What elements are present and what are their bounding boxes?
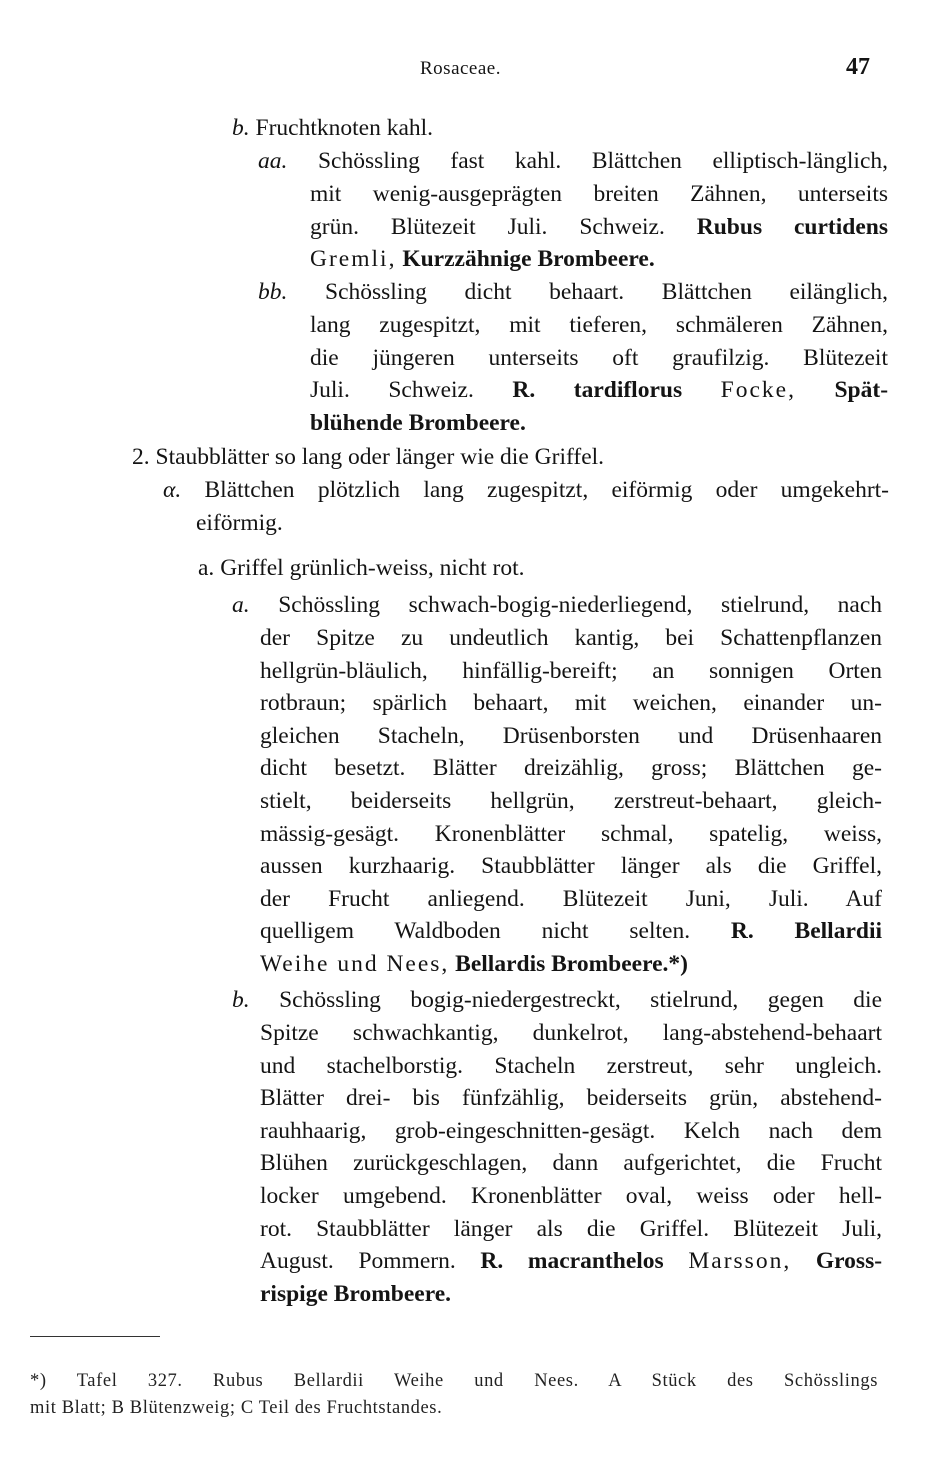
entry-line: Blätter drei- bis fünfzählig, beiderseits grün, abstehend- [260, 1085, 882, 1112]
entry-marker: b. [232, 987, 250, 1013]
entry-line: rotbraun; spärlich behaart, mit weichen, einander un- [260, 690, 882, 717]
entry-aa-cont [310, 178, 888, 276]
footnote [30, 1368, 878, 1422]
entry-a-bellardii [232, 589, 882, 622]
entry-marker: a. [198, 555, 215, 581]
species-name: R. Bellardii [730, 918, 883, 945]
common-name: rispige Brombeere. [260, 1280, 452, 1307]
entry-marker: α. [163, 477, 182, 503]
entry-text: Griffel grünlich-weiss, nicht rot. [220, 555, 525, 581]
entry-line: rot. Staubblätter länger als die Griffel. Blütezeit Juli, [260, 1215, 882, 1242]
entry-alpha-cont [196, 507, 886, 540]
entry-line: mit wenig-ausgeprägten breiten Zähnen, unterseits [310, 181, 888, 207]
common-name: Gross- [815, 1248, 883, 1275]
entry-b-macranthelos-cont [260, 1017, 882, 1310]
running-title: Rosaceae. [420, 58, 501, 79]
entry-line: aussen kurzhaarig. Staubblätter länger als die Griffel, [260, 853, 882, 880]
species-name: Rubus curtidens [696, 213, 889, 240]
entry-line: Juli. Schweiz. [310, 377, 474, 404]
entry-marker: 2. [132, 444, 150, 470]
footnote-rule [30, 1336, 160, 1337]
entry-line: der Spitze zu undeutlich kantig, bei Schattenpflanzen [260, 625, 882, 651]
entry-line: die jüngeren unterseits oft graufilzig. Blütezeit [310, 344, 888, 371]
author-name: Marsson, [688, 1248, 792, 1275]
entry-line: August. Pommern. [260, 1248, 456, 1275]
entry-text: Fruchtknoten kahl. [255, 115, 434, 141]
entry-line: quelligem Waldboden nicht selten. [260, 918, 691, 945]
entry-line: locker umgebend. Kronenblätter oval, weiss oder hell- [260, 1182, 882, 1209]
entry-line: rauhhaarig, grob-eingeschnitten-gesägt. Kelch nach dem [260, 1117, 882, 1144]
entry-2 [132, 441, 882, 474]
entry-line: Blühen zurückgeschlagen, dann aufgerichtet, die Frucht [260, 1150, 882, 1177]
entry-alpha [163, 474, 889, 507]
entry-b-macranthelos [232, 984, 882, 1017]
entry-marker: aa. [258, 148, 288, 174]
entry-bb [258, 276, 888, 309]
entry-a-griffel [198, 552, 888, 585]
entry-line: dicht besetzt. Blätter dreizählig, gross; Blättchen ge- [260, 755, 882, 782]
entry-line: grün. Blütezeit Juli. Schweiz. [310, 213, 665, 240]
species-name: R. macranthelos [480, 1248, 664, 1275]
author-name: Gremli, [310, 246, 397, 273]
entry-line: Schössling bogig-niedergestreckt, stielrund, gegen die [279, 987, 883, 1013]
entry-line: eiförmig. [196, 510, 283, 536]
common-name: Kurzzähnige Brombeere. [402, 246, 655, 273]
entry-line: Blättchen plötzlich lang zugespitzt, eiförmig oder umgekehrt- [204, 477, 890, 503]
entry-b-fruchtknoten [232, 112, 882, 145]
entry-line: Spitze schwachkantig, dunkelrot, lang-abstehend-behaart [260, 1020, 882, 1046]
entry-line: stielt, beiderseits hellgrün, zerstreut-behaart, gleich- [260, 787, 882, 814]
entry-marker: b. [232, 115, 250, 141]
entry-line: hellgrün-bläulich, hinfällig-bereift; an sonnigen Orten [260, 657, 882, 684]
entry-line: Schössling dicht behaart. Blättchen eilänglich, [325, 279, 888, 305]
author-name: Weihe und Nees, [260, 950, 450, 977]
entry-marker: a. [232, 592, 250, 618]
page-number: 47 [846, 54, 870, 80]
entry-bb-cont [310, 309, 888, 439]
common-name: Spät- [834, 377, 889, 404]
entry-line: der Frucht anliegend. Blütezeit Juni, Juli. Auf [260, 885, 882, 912]
entry-marker: bb. [258, 279, 288, 305]
common-name: Bellardis Brombeere.*) [455, 950, 688, 977]
page-header [0, 54, 930, 84]
footnote-line: mit Blatt; B Blütenzweig; C Teil des Fruchtstandes. [30, 1398, 443, 1418]
entry-text: Staubblätter so lang oder länger wie die Griffel. [155, 444, 605, 470]
entry-line: Schössling schwach-bogig-niederliegend, stielrund, nach [278, 592, 883, 618]
footnote-line: *) Tafel 327. Rubus Bellardii Weihe und Nees. A Stück des Schösslings [30, 1371, 878, 1391]
entry-line: lang zugespitzt, mit tieferen, schmäleren Zähnen, [310, 312, 888, 338]
entry-line: und stachelborstig. Stacheln zerstreut, sehr ungleich. [260, 1052, 882, 1079]
entry-line: gleichen Stacheln, Drüsenborsten und Drüsenhaaren [260, 722, 882, 749]
common-name: blühende Brombeere. [310, 409, 526, 436]
entry-line: mässig-gesägt. Kronenblätter schmal, spatelig, weiss, [260, 820, 882, 847]
entry-a-bellardii-cont [260, 622, 882, 981]
species-name: R. tardiflorus [512, 377, 683, 404]
entry-aa [258, 145, 888, 178]
entry-line: Schössling fast kahl. Blättchen elliptisch-länglich, [317, 148, 889, 174]
author-name: Focke, [720, 377, 796, 404]
